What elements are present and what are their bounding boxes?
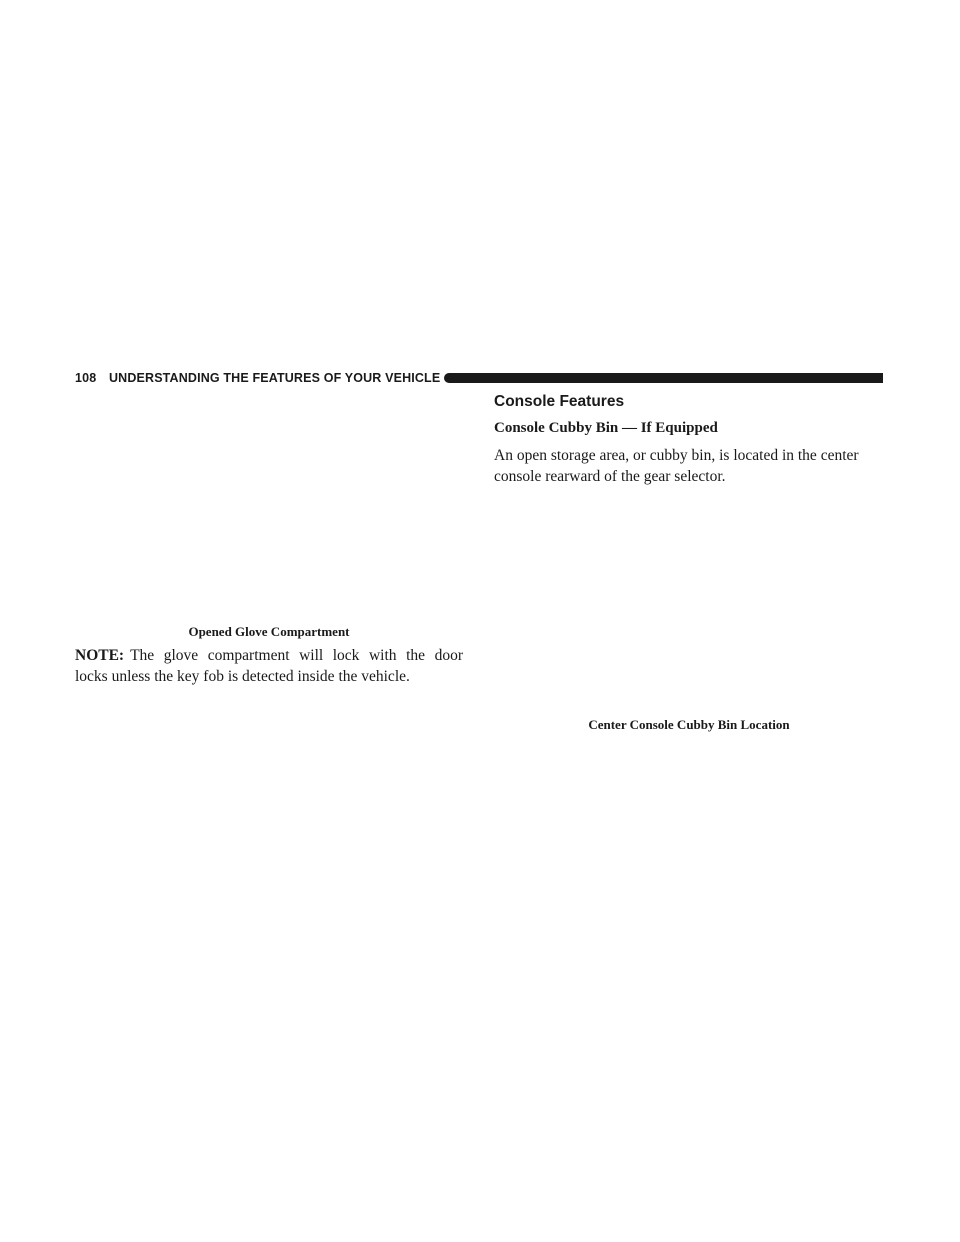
body-paragraph: An open storage area, or cubby bin, is located in the center console rearward of the gear selector. [494,447,859,485]
note-line-1 [75,645,463,666]
cubby-bin-figure [494,494,884,704]
note-text-line-2: locks unless the key fob is detected inside the vehicle. [75,668,410,685]
glove-compartment-figure [75,400,463,618]
section-heading: Console Features [494,393,625,410]
note-label: NOTE: [75,647,125,664]
sub-heading: Console Cubby Bin — If Equipped [494,420,718,436]
chapter-title: UNDERSTANDING THE FEATURES OF YOUR VEHICLE [109,371,441,385]
note-paragraph [75,645,463,687]
cubby-bin-caption: Center Console Cubby Bin Location [588,717,790,732]
note-text-line-1: The glove compartment will lock with the door [130,647,463,664]
page-header [75,370,883,386]
page-number: 108 [75,371,97,385]
glove-compartment-caption: Opened Glove Compartment [188,624,350,639]
header-rule [444,373,883,383]
